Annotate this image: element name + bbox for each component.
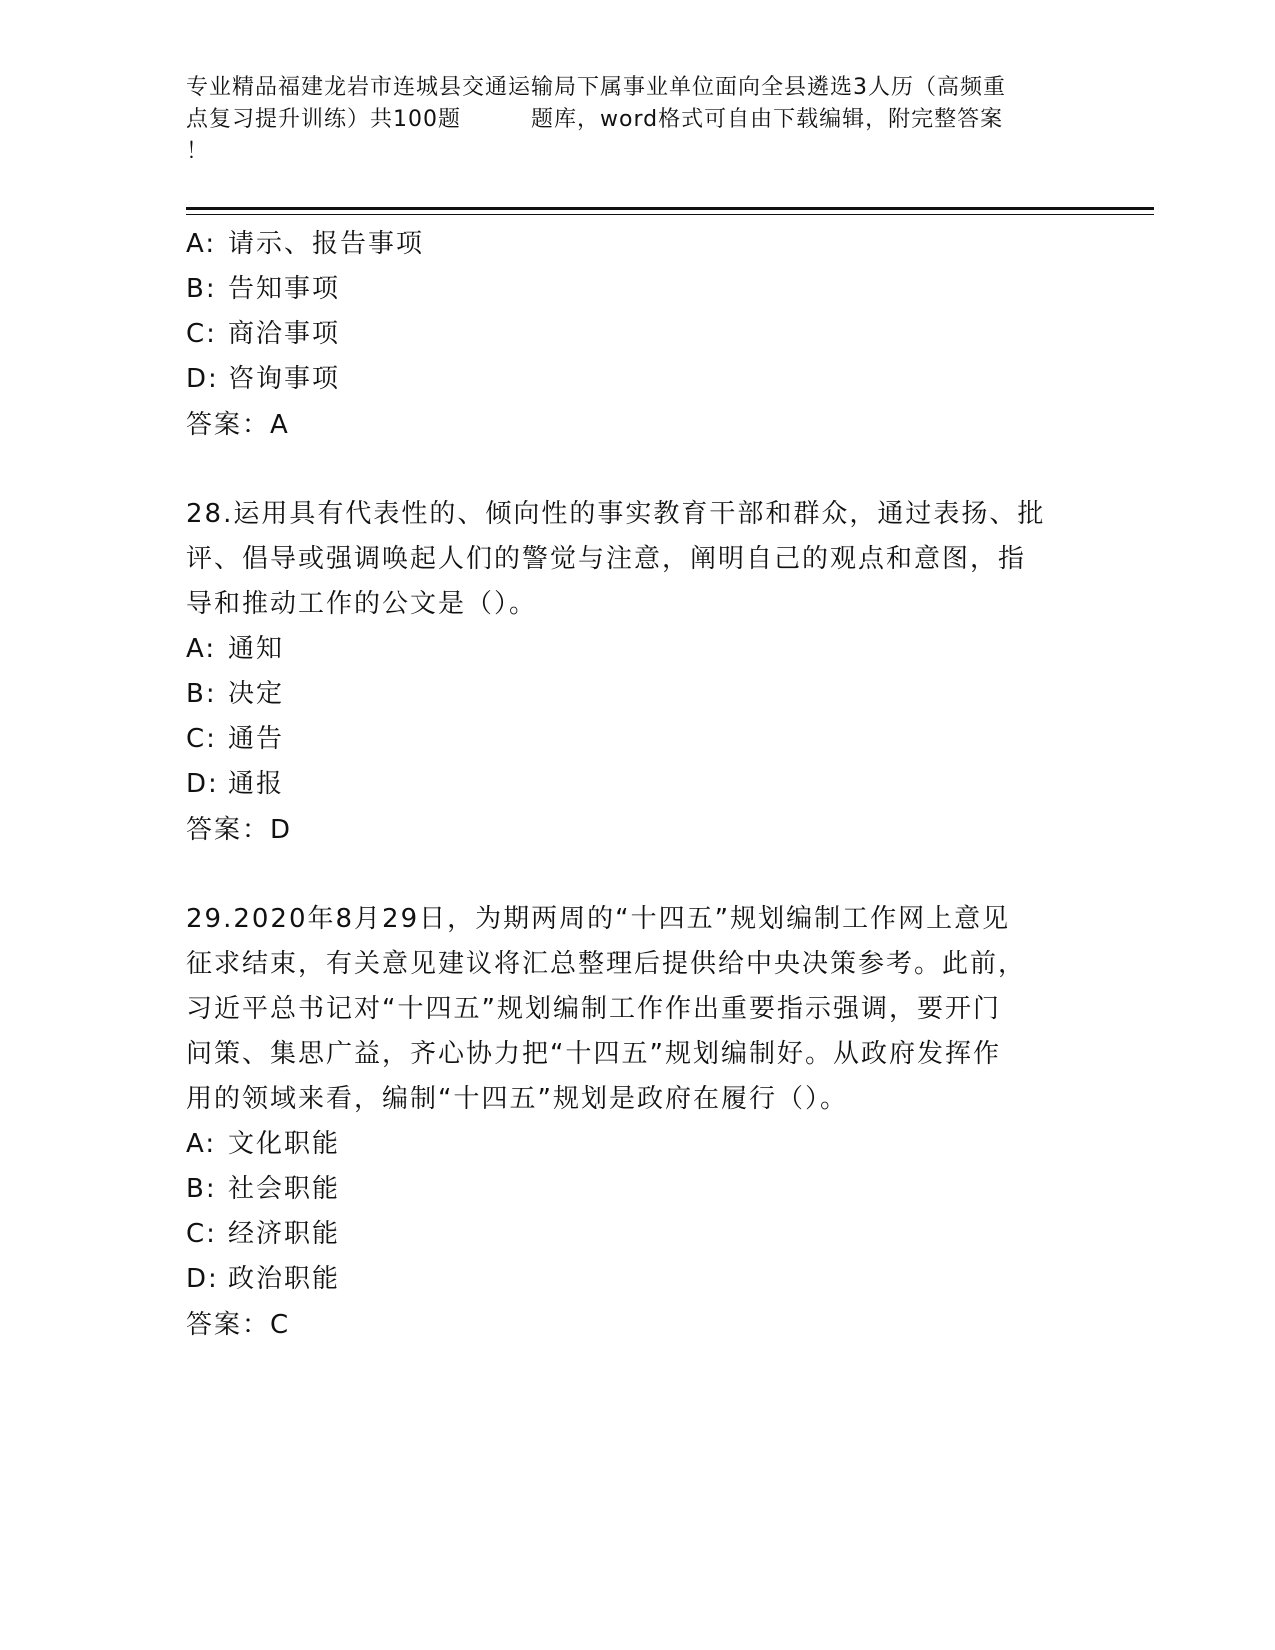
header-divider-thick <box>186 207 1154 210</box>
option-a <box>186 222 1086 267</box>
question-29 <box>186 897 1086 1348</box>
header-title-line-2 <box>186 104 1086 136</box>
option-key: C: <box>186 319 217 349</box>
question-stem-line: 29.2020年8月29日，为期两周的“十四五”规划编制工作网上意见 <box>186 904 1011 934</box>
header-title-line-3: ！ <box>186 139 210 164</box>
option-c <box>186 1212 1086 1257</box>
option-key: D: <box>186 364 219 394</box>
option-text: 请示、报告事项 <box>228 229 425 259</box>
option-text: 通告 <box>228 724 285 754</box>
option-key: A: <box>186 634 217 664</box>
option-text: 咨询事项 <box>228 364 341 394</box>
question-28 <box>186 492 1086 853</box>
option-b <box>186 1167 1086 1212</box>
option-key: A: <box>186 229 217 259</box>
option-c <box>186 312 1086 357</box>
option-text: 决定 <box>228 679 285 709</box>
answer-line: 答案：A <box>186 410 290 440</box>
option-a <box>186 1122 1086 1167</box>
option-b <box>186 672 1086 717</box>
option-text: 通知 <box>228 634 285 664</box>
document-body <box>186 222 1086 1348</box>
question-stem-line: 28.运用具有代表性的、倾向性的事实教育干部和群众，通过表扬、批 <box>186 499 1046 529</box>
option-key: B: <box>186 1174 217 1204</box>
answer-line: 答案：D <box>186 815 293 845</box>
option-key: A: <box>186 1129 217 1159</box>
question-stem-line: 习近平总书记对“十四五”规划编制工作作出重要指示强调，要开门 <box>186 994 1001 1024</box>
option-text: 政治职能 <box>228 1264 341 1294</box>
question-stem-line: 征求结束，有关意见建议将汇总整理后提供给中央决策参考。此前， <box>186 949 1027 979</box>
option-d <box>186 762 1086 807</box>
document-header <box>186 72 1086 168</box>
answer-line: 答案：C <box>186 1310 291 1340</box>
header-title-line-2-part-a: 点复习提升训练）共100题 <box>186 107 461 132</box>
option-key: D: <box>186 769 219 799</box>
question-27-continued <box>186 222 1086 448</box>
header-title-line-1: 专业精品福建龙岩市连城县交通运输局下属事业单位面向全县遴选3人历（高频重 <box>186 75 1006 100</box>
option-key: B: <box>186 679 217 709</box>
option-key: C: <box>186 1219 217 1249</box>
question-stem-line: 问策、集思广益，齐心协力把“十四五”规划编制好。从政府发挥作 <box>186 1039 1001 1069</box>
option-text: 告知事项 <box>228 274 341 304</box>
option-text: 商洽事项 <box>228 319 341 349</box>
option-key: C: <box>186 724 217 754</box>
option-d <box>186 1257 1086 1302</box>
option-text: 通报 <box>228 769 285 799</box>
option-text: 文化职能 <box>228 1129 341 1159</box>
question-stem-line: 评、倡导或强调唤起人们的警觉与注意，阐明自己的观点和意图，指 <box>186 544 1027 574</box>
option-text: 经济职能 <box>228 1219 341 1249</box>
option-d <box>186 357 1086 402</box>
option-a <box>186 627 1086 672</box>
option-key: B: <box>186 274 217 304</box>
option-key: D: <box>186 1264 219 1294</box>
question-stem-line: 导和推动工作的公文是（）。 <box>186 589 538 619</box>
header-divider-thin <box>186 214 1154 215</box>
option-c <box>186 717 1086 762</box>
header-title-line-2-part-b: 题库，word格式可自由下载编辑，附完整答案 <box>531 107 1004 132</box>
option-b <box>186 267 1086 312</box>
question-stem-line: 用的领域来看，编制“十四五”规划是政府在履行（）。 <box>186 1084 848 1114</box>
option-text: 社会职能 <box>228 1174 341 1204</box>
